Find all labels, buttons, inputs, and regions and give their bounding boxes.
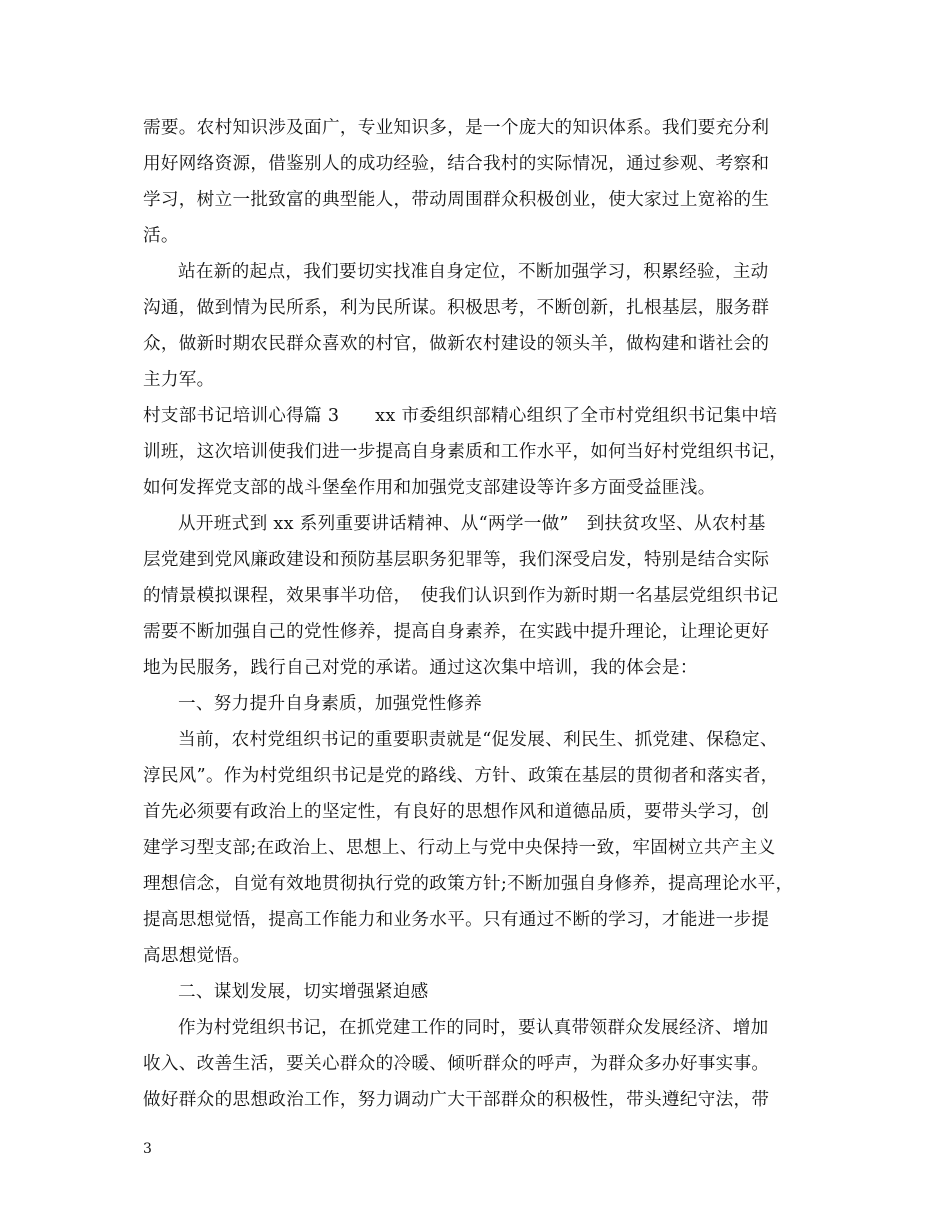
paragraph-line: 活。 [143,226,179,246]
paragraph-line: 众，做新时期农民群众喜欢的村官，做新农村建设的领头羊，做构建和谐社会的 [143,334,770,354]
paragraph-line: 地为民服务，践行自己对党的承诺。通过这次集中培训，我的体会是： [143,658,698,678]
paragraph-line: 用好网络资源，借鉴别人的成功经验，结合我村的实际情况，通过参观、考察和 [143,154,770,174]
paragraph-line: 高思想觉悟。 [143,946,251,966]
page-number: 3 [143,1141,152,1157]
paragraph-line: 的情景模拟课程，效果事半功倍， 使我们认识到作为新时期一名基层党组织书记 [143,586,779,606]
section-heading-line: 村支部书记培训心得篇 3 xx 市委组织部精心组织了全市村党组织书记集中培 [143,406,778,426]
paragraph-line: 理想信念，自觉有效地贯彻执行党的政策方针;不断加强自身修养，提高理论水平， [143,874,794,894]
paragraph-line: 提高思想觉悟，提高工作能力和业务水平。只有通过不断的学习，才能进一步提 [143,910,770,930]
paragraph-line: 需要不断加强自己的党性修养，提高自身素养，在实践中提升理论，让理论更好 [143,622,770,642]
paragraph-line: 需要。农村知识涉及面广，专业知识多，是一个庞大的知识体系。我们要充分利 [143,118,770,138]
subheading-line: 二、谋划发展，切实增强紧迫感 [178,982,429,1002]
paragraph-line: 做好群众的思想政治工作，努力调动广大干部群众的积极性，带头遵纪守法，带 [143,1090,770,1110]
paragraph-line: 如何发挥党支部的战斗堡垒作用和加强党支部建设等许多方面受益匪浅。 [143,478,716,498]
paragraph-line: 首先必须要有政治上的坚定性，有良好的思想作风和道德品质，要带头学习，创 [143,802,770,822]
subheading-line: 一、努力提升自身素质，加强党性修养 [178,694,483,714]
paragraph-line: 层党建到党风廉政建设和预防基层职务犯罪等，我们深受启发，特别是结合实际 [143,550,770,570]
paragraph-line: 当前，农村党组织书记的重要职责就是“促发展、利民生、抓党建、保稳定、 [178,730,778,750]
paragraph-line: 作为村党组织书记，在抓党建工作的同时，要认真带领群众发展经济、增加 [178,1018,769,1038]
paragraph-line: 学习，树立一批致富的典型能人，带动周围群众积极创业，使大家过上宽裕的生 [143,190,770,210]
paragraph-line: 建学习型支部;在政治上、思想上、行动上与党中央保持一致，牢固树立共产主义 [143,838,776,858]
paragraph-line: 收入、改善生活，要关心群众的冷暖、倾听群众的呼声，为群众多办好事实事。 [143,1054,770,1074]
paragraph-line: 沟通，做到情为民所系，利为民所谋。积极思考，不断创新，扎根基层，服务群 [143,298,770,318]
paragraph-line: 从开班式到 xx 系列重要讲话精神、从“两学一做” 到扶贫攻坚、从农村基 [178,514,766,534]
paragraph-line: 淳民风”。作为村党组织书记是党的路线、方针、政策在基层的贯彻者和落实者， [143,766,779,786]
paragraph-line: 站在新的起点，我们要切实找准自身定位，不断加强学习，积累经验，主动 [178,262,769,282]
paragraph-line: 主力军。 [143,370,215,390]
paragraph-line: 训班，这次培训使我们进一步提高自身素质和工作水平，如何当好村党组织书记， [143,442,788,462]
